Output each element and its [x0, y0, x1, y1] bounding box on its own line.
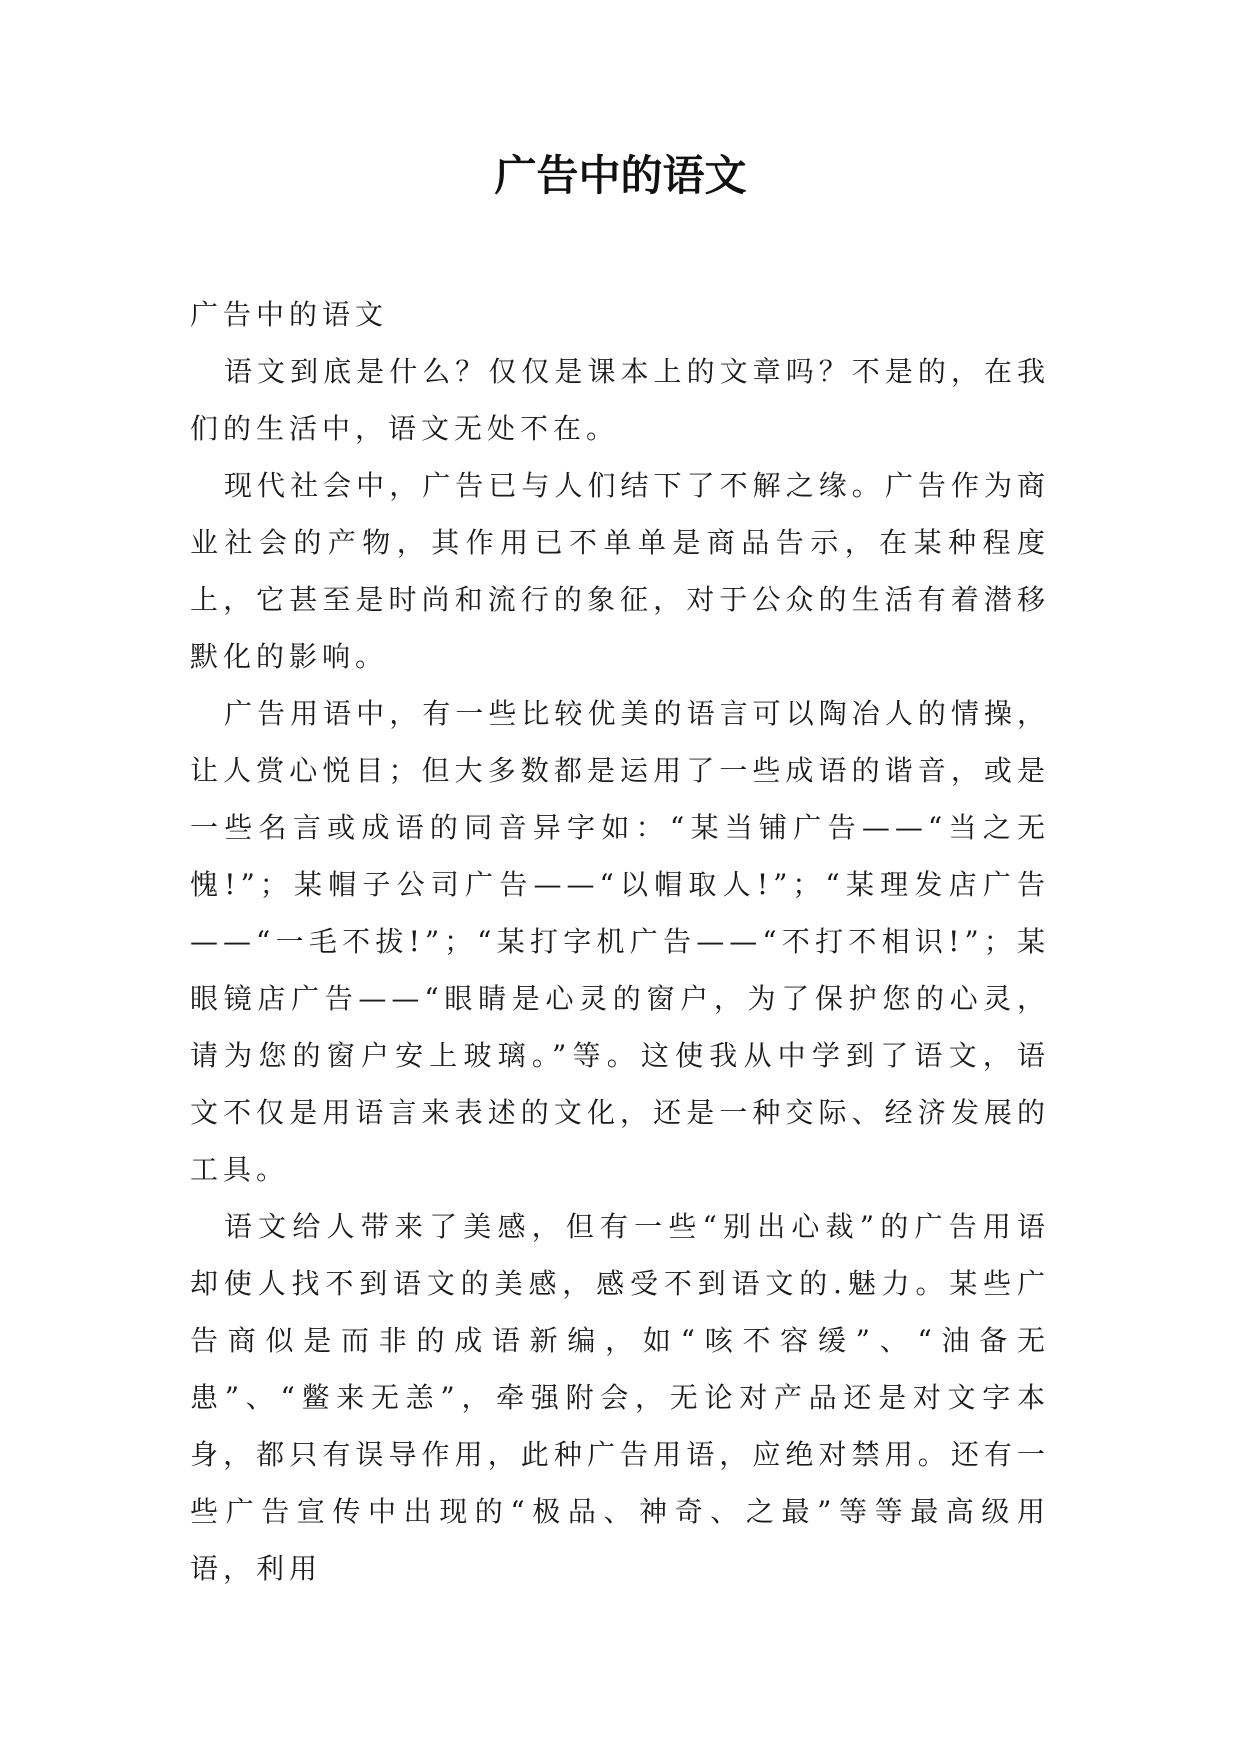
paragraph-3: 广告用语中，有一些比较优美的语言可以陶冶人的情操，让人赏心悦目；但大多数都是运用了一些成语的谐音，或是一些名言或成语的同音异字如：“某当铺广告——“当之无愧!”；某帽子公司广告——“以帽取人!”；“某理发店广告——“一毛不拔!”；“某打字机广告——“不打不相识!”；某眼镜店广告——“眼睛是心灵的窗户，为了保护您的心灵，请为您的窗户安上玻璃。”等。这使我从中学到了语文，语文不仅是用语言来表述的文化，还是一种交际、经济发展的工具。 — [190, 697, 1050, 1186]
document-title: 广告中的语文 — [494, 151, 747, 200]
paragraph-2: 现代社会中，广告已与人们结下了不解之缘。广告作为商业社会的产物，其作用已不单单是商品告示，在某种程度上，它甚至是时尚和流行的象征，对于公众的生活有着潜移默化的影响。 — [190, 469, 1050, 673]
paragraph-4: 语文给人带来了美感，但有一些“别出心裁”的广告用语却使人找不到语文的美感，感受不到语文的.魅力。某些广告商似是而非的成语新编，如“咳不容缓”、“油备无患”、“鳖来无恙”，牵强附会，无论对产品还是对文字本身，都只有误导作用，此种广告用语，应绝对禁用。还有一些广告宣传中出现的“极品、神奇、之最”等等最高级用语，利用 — [190, 1210, 1050, 1585]
document-subtitle: 广告中的语文 — [190, 298, 389, 331]
paragraph-1: 语文到底是什么？仅仅是课本上的文章吗？不是的，在我们的生活中，语文无处不在。 — [190, 355, 1050, 445]
document-body — [190, 286, 1050, 1597]
